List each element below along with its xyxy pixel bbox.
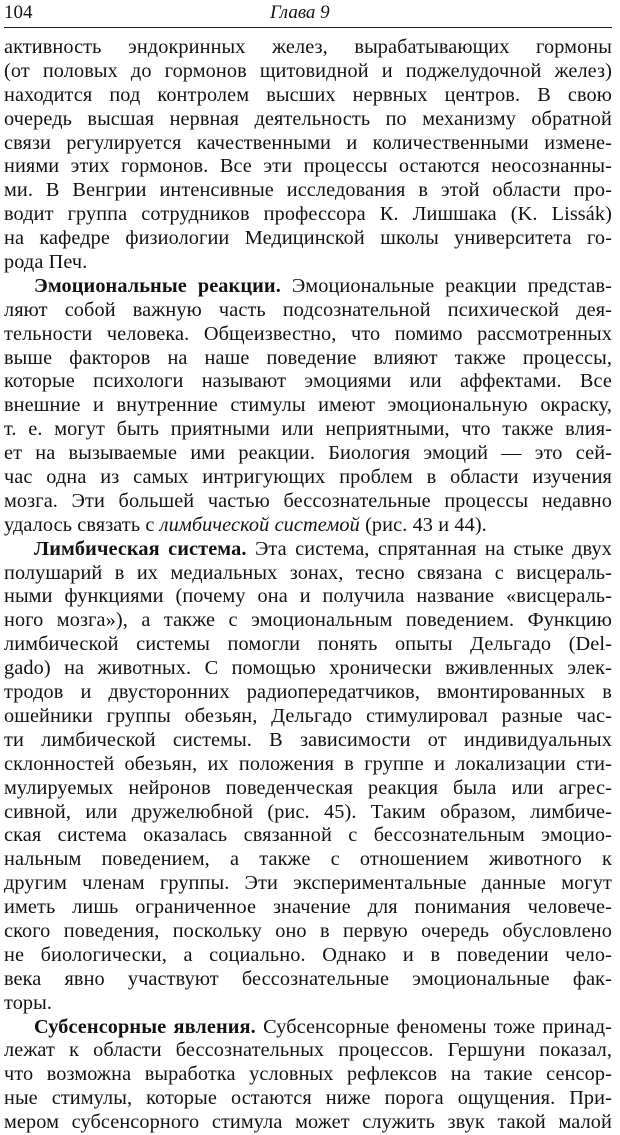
text-line [4,801,612,825]
line-text: ет на вызываемые ими реакции. Биология эмоций — это сей- [4,442,612,465]
text-line [4,657,612,681]
italic-term: лимбической системой [159,513,360,536]
line-text: ного мозга»), а также с эмоциональным поведением. Функцию [4,609,612,632]
text-line [4,251,612,275]
text-line [4,729,612,753]
line-text: ского поведения, поскольку оно в первую очередь обусловлено [4,919,612,942]
text-line [4,36,612,60]
text-line [4,585,612,609]
line-text: связи регулируется качественными и количественными измене- [4,131,612,154]
page-number: 104 [4,2,33,23]
text-line [4,370,612,394]
section-heading: Субсенсорные явления. [34,1015,256,1038]
line-text: торы. [4,991,53,1014]
text-line [4,299,612,323]
line-text: лимбической системы помогли понять опыты Дельгадо (Del- [4,633,612,656]
text-line [4,753,612,777]
line-text: находится под контролем высших нервных центров. В свою [4,83,612,106]
text-line [4,60,612,84]
line-text: склонностей обезьян, их положения в группе и локализации сти- [4,752,612,775]
text-line [4,562,612,586]
line-text: полушарий в их медиальных зонах, тесно связана с висцераль- [4,561,612,584]
text-line [4,992,612,1016]
line-text: (от половых до гормонов щитовидной и поджелудочной желез) [4,59,612,82]
section-heading: Эмоциональные реакции. [34,274,281,297]
text-line [4,275,612,299]
line-text: ляют собой важную часть подсознательной психической дея- [4,298,612,321]
line-text: Субсенсорные феномены тоже принад- [255,1015,612,1038]
line-text: мером субсенсорного стимула может служить звук такой малой [4,1111,612,1134]
text-line [4,968,612,992]
line-text: ниями этих гормонов. Все эти процессы остаются неосознанны- [4,155,612,178]
text-line [4,1039,612,1063]
body-text [4,36,612,1135]
line-text: ская система оказалась связанной с бессознательным эмоцио- [4,824,612,847]
text-line [4,394,612,418]
line-text: gado) на животных. С помощью хронически вживленных элек- [4,657,612,680]
page-header [4,0,612,28]
line-text: нальным поведением, а также с отношением животного к [4,848,612,871]
text-line [4,155,612,179]
text-line [4,323,612,347]
line-text: ошейники группы обезьян, Дельгадо стимулировал разные час- [4,704,612,727]
line-text: иметь лишь ограниченное значение для понимания человече- [4,896,612,919]
header-rule [4,27,612,28]
text-line [4,179,612,203]
text-line [4,347,612,371]
line-text: удалось связать с [4,513,160,536]
line-text: ные стимулы, которые остаются ниже порога ощущения. При- [4,1087,612,1110]
line-text: не биологически, а социально. Однако и в поведении чело- [4,943,612,966]
section-heading: Лимбическая система. [34,537,247,560]
text-line [4,203,612,227]
text-line [4,1087,612,1111]
text-line [4,466,612,490]
line-text: Эта система, спрятанная на стыке двух [246,537,612,560]
line-text: час одна из самых интригующих проблем в области изучения [4,466,612,489]
line-text: что возможна выработка условных рефлексов на такие сенсор- [4,1063,612,1086]
line-text: тельности человека. Общеизвестно, что помимо рассмотренных [4,322,612,345]
text-line [4,108,612,132]
text-line [4,1111,612,1135]
line-text: очередь высшая нервная деятельность по механизму обратной [4,107,612,130]
line-text: тродов и двусторонних радиопередатчиков, вмонтированных в [4,681,612,704]
line-text: мулируемых нейронов поведенческая реакция была или агрес- [4,776,612,799]
line-text: другим членам группы. Эти экспериментальные данные могут [4,872,612,895]
text-line [4,132,612,156]
text-line [4,633,612,657]
line-text: ми. В Венгрии интенсивные исследования в этой области про- [4,179,612,202]
text-line [4,681,612,705]
line-text: мозга. Эти большей частью бессознательные процессы недавно [4,489,612,512]
line-text: Эмоциональные реакции представ- [280,274,613,297]
line-text: века явно участвуют бессознательные эмоциональные фак- [4,967,612,990]
line-text: сивной, или дружелюбной (рис. 45). Таким образом, лимбиче- [4,800,612,823]
line-text: водит группа сотрудников профессора К. Лишшака (K. Lissák) [4,203,612,226]
text-line [4,418,612,442]
running-head: Глава 9 [270,2,330,23]
text-line [4,777,612,801]
text-line [4,848,612,872]
text-line [4,609,612,633]
text-line [4,227,612,251]
line-text: ти лимбической системы. В зависимости от индивидуальных [4,728,612,751]
line-text: активность эндокринных желез, вырабатывающих гормоны [4,36,612,58]
text-line [4,442,612,466]
line-text: на кафедре физиологии Медицинской школы университета го- [4,227,612,250]
text-line [4,84,612,108]
text-line [4,896,612,920]
line-text: внешние и внутренние стимулы имеют эмоциональную окраску, [4,394,612,417]
text-line [4,944,612,968]
text-line [4,538,612,562]
line-text-after: (рис. 43 и 44). [359,513,487,536]
line-text: ными функциями (почему она и получила название «висцераль- [4,585,612,608]
text-line [4,920,612,944]
text-line [4,514,612,538]
text-line [4,872,612,896]
line-text: выше факторов на наше поведение влияют также процессы, [4,346,612,369]
text-line [4,824,612,848]
line-text: которые психологи называют эмоциями или аффектами. Все [4,370,612,393]
line-text: лежат к области бессознательных процессов. Гершуни показал, [4,1039,612,1062]
line-text: т. е. могут быть приятными или неприятными, что также влия- [4,418,612,441]
line-text: рода Печ. [4,251,88,274]
text-line [4,490,612,514]
text-line [4,1063,612,1087]
text-line [4,705,612,729]
text-line [4,1016,612,1040]
